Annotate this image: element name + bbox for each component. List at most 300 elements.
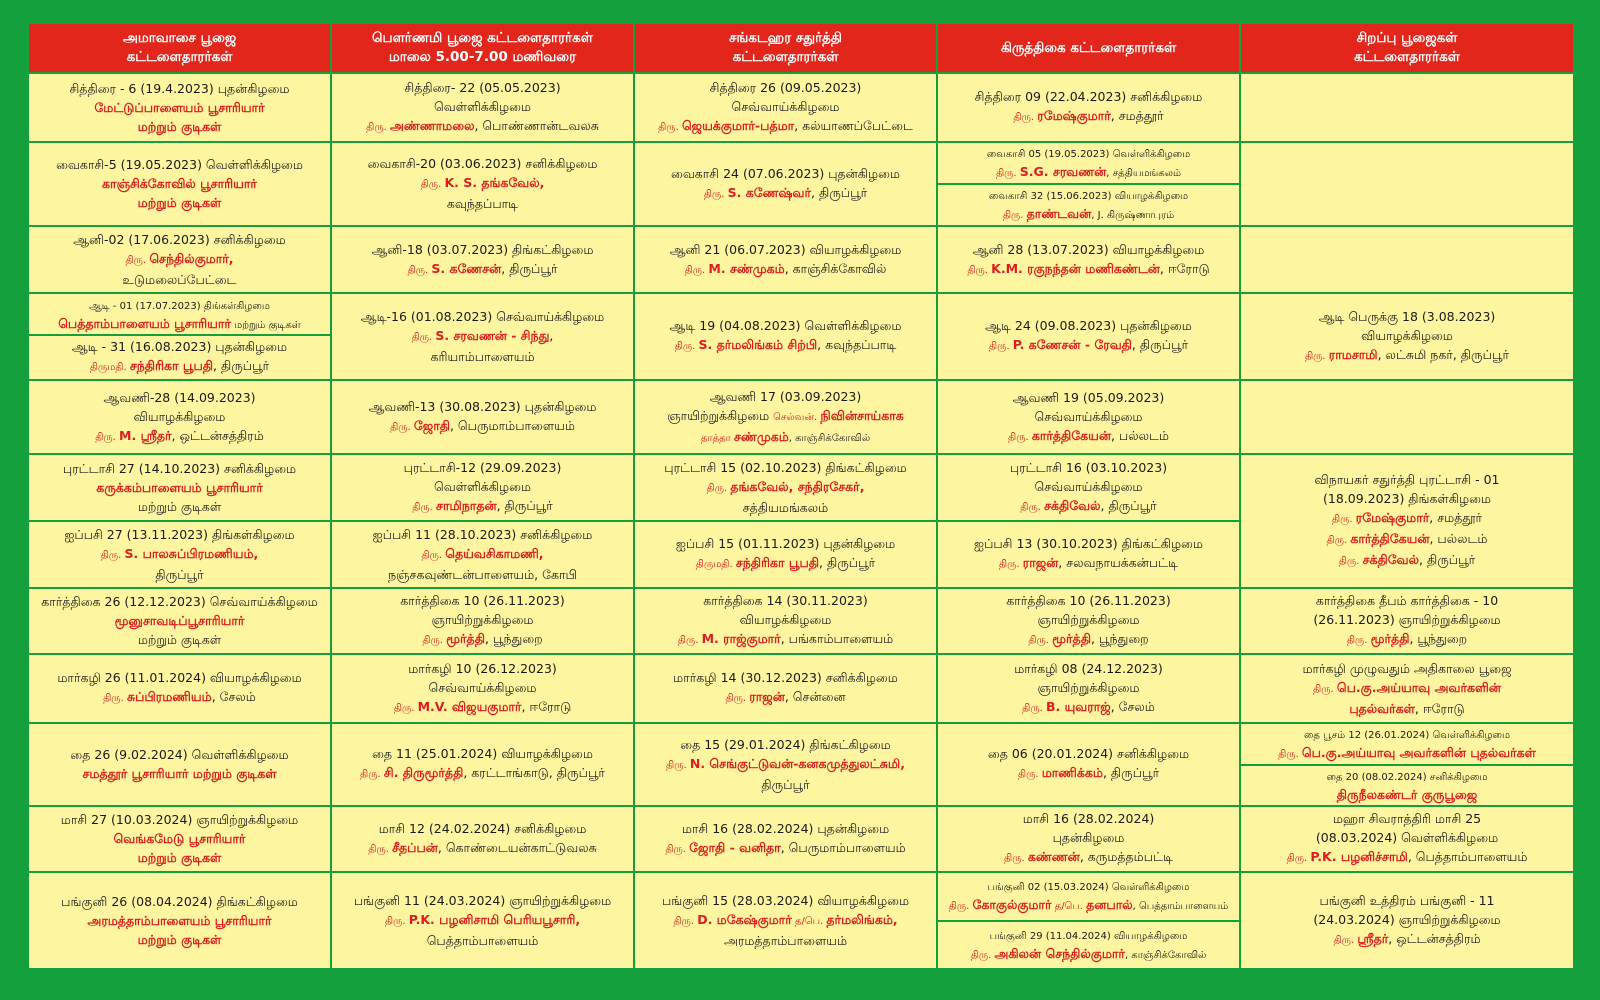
cell-text: , ஒட்டன்சத்திரம்	[1388, 931, 1481, 947]
cell-text: மஹா சிவராத்திரி மாசி 25	[1332, 811, 1482, 827]
cell-amavasai	[28, 293, 331, 380]
highlight-name: ராஜன்	[749, 689, 785, 705]
cell-text: கார்த்திகை 10 (26.11.2023)	[400, 593, 565, 609]
title-prefix: திரு.	[103, 693, 127, 705]
highlight-name: மேட்டுப்பாளையம் பூசாரியார்	[94, 99, 265, 115]
header-line: மாலை 5.00-7.00 மணிவரை	[388, 49, 577, 65]
highlight-name: கோகுல்குமார்	[972, 897, 1052, 913]
highlight-name: S. சரவணன் - சிந்து	[435, 327, 550, 343]
cell-text: , கரட்டாங்காடு, திருப்பூர்	[463, 765, 605, 781]
cell-text: சித்திரை 26 (09.05.2023)	[709, 79, 862, 95]
cell-line	[32, 249, 327, 270]
cell-line	[335, 697, 630, 718]
header-sankatahara	[634, 23, 937, 73]
cell-line	[638, 553, 933, 574]
table-row	[28, 293, 1574, 380]
cell-text: பங்குனி 26 (08.04.2024) திங்கட்கிழமை	[61, 894, 298, 910]
cell-text: ஐப்பசி 15 (01.11.2023) புதன்கிழமை	[675, 536, 896, 552]
highlight-name: B. யுவராஜ்	[1045, 698, 1111, 714]
cell-line	[32, 426, 327, 447]
cell-text: பங்குனி 11 (24.03.2024) ஞாயிற்றுக்கிழமை	[353, 893, 612, 909]
highlight-name: சி. திருமூர்த்தி	[383, 765, 464, 781]
title-prefix: திரு.	[393, 702, 418, 714]
cell-line	[335, 78, 630, 97]
cell-line	[941, 944, 1236, 965]
table-row	[28, 73, 1574, 142]
cell-special-pooja	[1240, 872, 1574, 969]
cell-text: பங்குனி உத்திரம் பங்குனி - 11	[1319, 893, 1495, 909]
cell-sankatahara	[634, 142, 937, 227]
cell-line	[335, 347, 630, 366]
highlight-name: மற்றும் குடிகள்	[137, 850, 222, 866]
cell-pournami	[331, 521, 634, 588]
cell-line	[1244, 307, 1570, 326]
table-row	[28, 588, 1574, 655]
cell-line	[941, 316, 1236, 335]
highlight-name: பெ.கு.அய்யாவு அவர்களின் புதல்வர்கள்	[1301, 744, 1536, 760]
cell-line	[32, 892, 327, 911]
split-row	[29, 294, 330, 335]
cell-text: ஐப்பசி 27 (13.11.2023) திங்கள்கிழமை	[64, 526, 295, 542]
title-prefix: திரு.	[1333, 935, 1358, 947]
title-prefix: திரு.	[1278, 748, 1302, 760]
cell-line	[1244, 724, 1570, 743]
title-prefix: திரு.	[384, 916, 409, 928]
cell-line	[941, 591, 1236, 610]
cell-line	[941, 847, 1236, 868]
highlight-name: சண்முகம்	[734, 428, 789, 444]
cell-line	[1244, 678, 1570, 699]
cell-line	[941, 553, 1236, 574]
cell-line	[32, 314, 327, 333]
highlight-name: அரமத்தாம்பாளையம் பூசாரியார்	[87, 913, 272, 929]
cell-line	[32, 270, 327, 289]
title-prefix: திரு.	[420, 179, 445, 191]
cell-special-pooja	[1240, 806, 1574, 873]
cell-text: திருப்பூர்	[761, 776, 810, 792]
cell-text: , பூந்துறை	[1409, 631, 1468, 647]
cell-line	[32, 810, 327, 829]
title-prefix: திரு.	[1004, 853, 1028, 865]
cell-text: வைகாசி 05 (19.05.2023) வெள்ளிக்கிழமை	[986, 148, 1191, 160]
cell-text: கார்த்திகை 26 (12.12.2023) செவ்வாய்க்கிழமை	[41, 594, 318, 610]
cell-text: , பூந்துறை	[1090, 631, 1149, 647]
cell-special-pooja	[1240, 454, 1574, 587]
cell-line	[32, 930, 327, 949]
cell-text: மார்கழி 10 (26.12.2023)	[408, 660, 557, 676]
cell-special-pooja	[1240, 654, 1574, 723]
split-part	[29, 294, 330, 335]
header-line: சங்கடஹர சதுர்த்தி	[729, 30, 842, 46]
cell-text: , ஈரோடு	[1159, 260, 1210, 276]
cell-text: மாசி 16 (28.02.2024)	[1022, 811, 1155, 827]
cell-amavasai	[28, 521, 331, 588]
cell-text: , திருப்பூர்	[819, 555, 876, 571]
cell-text: வியாழக்கிழமை	[739, 612, 832, 628]
cell-line	[32, 525, 327, 544]
cell-line	[638, 775, 933, 794]
title-prefix: திரு.	[1286, 853, 1311, 865]
cell-text: செவ்வாய்க்கிழமை	[731, 98, 840, 114]
highlight-name: புதல்வர்கள்	[1349, 700, 1415, 716]
cell-line	[335, 591, 630, 610]
cell-kiruthigai	[937, 806, 1240, 873]
highlight-name: செந்தில்குமார்,	[149, 251, 234, 267]
cell-text: , லட்சுமி நகர், திருப்பூர்	[1377, 346, 1510, 362]
highlight-name: நிவின்சாய்காக	[820, 407, 904, 423]
cell-pournami	[331, 654, 634, 723]
highlight-name: K. S. தங்கவேல்,	[444, 175, 545, 191]
cell-special-pooja	[1240, 723, 1574, 806]
split-row	[938, 143, 1239, 184]
cell-line	[1244, 891, 1570, 910]
header-special-pooja	[1240, 23, 1574, 73]
cell-line	[32, 829, 327, 848]
cell-text: கவுந்தப்பாடி	[446, 196, 519, 212]
cell-line	[941, 407, 1236, 426]
cell-text: ஆடி 24 (09.08.2023) புதன்கிழமை	[985, 318, 1192, 334]
title-prefix: திரு.	[1304, 350, 1329, 362]
cell-text: புரட்டாசி 27 (14.10.2023) சனிக்கிழமை	[62, 461, 297, 477]
title-prefix: திரு.	[677, 635, 702, 647]
cell-text: , சத்தியமங்கலம்	[1106, 167, 1182, 179]
title-prefix: திரு.	[967, 264, 992, 276]
cell-text: , காஞ்சிக்கோவில்	[784, 260, 887, 276]
cell-line	[638, 387, 933, 406]
cell-text: , பல்லடம்	[1110, 427, 1169, 443]
cell-text: ஆவணி 19 (05.09.2023)	[1012, 389, 1165, 405]
title-prefix: திரு.	[360, 769, 384, 781]
title-prefix: திரு.	[412, 502, 437, 514]
highlight-name: P.K. பழனிச்சாமி	[1310, 849, 1408, 865]
cell-pournami	[331, 588, 634, 655]
title-prefix: திரு.	[1326, 535, 1351, 547]
cell-kiruthigai	[937, 293, 1240, 380]
cell-line	[1244, 508, 1570, 529]
cell-line	[335, 544, 630, 565]
cell-line	[335, 891, 630, 910]
split-part	[1241, 724, 1573, 765]
highlight-name: சீதப்பன்	[392, 839, 438, 855]
cell-text: கரியாம்பாளையம்	[430, 348, 535, 364]
cell-line	[335, 678, 630, 697]
cell-line	[941, 106, 1236, 127]
cell-line	[32, 592, 327, 611]
cell-special-pooja	[1240, 293, 1574, 380]
title-prefix: திரு.	[1346, 635, 1371, 647]
cell-text: , கருமத்தம்பட்டி	[1079, 849, 1173, 865]
highlight-name: மற்றும் குடிகள்	[137, 195, 222, 211]
cell-text: , திருப்பூர்	[1131, 337, 1189, 353]
table-row	[28, 806, 1574, 873]
cell-text: வெள்ளிக்கிழமை	[434, 98, 531, 114]
cell-line	[941, 496, 1236, 517]
highlight-name: சக்திவேல்	[1362, 552, 1419, 568]
cell-line	[1244, 699, 1570, 718]
cell-line	[638, 335, 933, 356]
highlight-name: M. சண்முகம்	[708, 260, 785, 276]
cell-line	[335, 910, 630, 931]
highlight-name: S. பாலசுப்பிரமணியம்,	[124, 545, 259, 561]
cell-amavasai	[28, 654, 331, 723]
header-amavasai	[28, 23, 331, 73]
title-prefix: திரு.	[125, 255, 150, 267]
cell-line	[638, 477, 933, 498]
title-prefix: திரு.	[390, 422, 414, 434]
highlight-name: திருநீலகண்டர் குருபூஜை	[1336, 787, 1478, 803]
cell-text: ஆடி - 31 (16.08.2023) புதன்கிழமை	[71, 339, 288, 355]
cell-amavasai	[28, 806, 331, 873]
cell-text: , சேலம்	[1110, 698, 1155, 714]
header-line: கிருத்திகை கட்டளைதாரர்கள்	[1000, 39, 1177, 56]
highlight-name: சமத்தூர் பூசாரியார் மற்றும் குடிகள்	[82, 766, 277, 782]
cell-line	[638, 838, 933, 859]
table-row	[28, 723, 1574, 806]
highlight-name: பெத்தாம்பாளையம் பூசாரியார்	[58, 316, 231, 332]
cell-amavasai	[28, 723, 331, 806]
header-kiruthigai	[937, 23, 1240, 73]
highlight-name: தெய்வசிகாமணி,	[445, 545, 544, 561]
cell-text: மற்றும் குடிகள்	[137, 499, 222, 515]
highlight-name: தர்மலிங்கம்,	[826, 912, 898, 928]
cell-line	[335, 565, 630, 584]
cell-line	[335, 458, 630, 477]
cell-text: ஞாயிற்றுக்கிழமை	[1037, 679, 1140, 695]
split-cell	[938, 143, 1239, 226]
cell-text: , சென்னை	[784, 689, 846, 705]
cell-kiruthigai	[937, 142, 1240, 227]
cell-text: உடுமலைப்பேட்டை	[122, 272, 237, 288]
title-prefix: திரு.	[998, 559, 1023, 571]
title-prefix: திரு.	[684, 264, 709, 276]
title-prefix: செல்வன்.	[773, 411, 821, 423]
cell-text: நஞ்சகவுண்டன்பாளையம், கோபி	[388, 566, 577, 582]
cell-line	[638, 240, 933, 259]
highlight-name: கார்த்திகேயன்	[1350, 531, 1430, 547]
cell-line	[335, 307, 630, 326]
cell-text: , திருப்பூர்	[1100, 498, 1157, 514]
highlight-name: ரமேஷ்குமார்	[1355, 510, 1430, 526]
cell-line	[1244, 345, 1570, 366]
cell-line	[638, 668, 933, 687]
cell-line	[638, 183, 933, 204]
title-prefix: திரு.	[1017, 769, 1042, 781]
cell-sankatahara	[634, 380, 937, 455]
cell-text: , சலவநாயக்கன்பட்டி	[1058, 555, 1179, 571]
title-prefix: திரு.	[674, 341, 699, 353]
cell-line	[32, 356, 327, 377]
title-prefix: திரு.	[1313, 683, 1337, 695]
highlight-name: சாமிநாதன்	[436, 498, 497, 514]
cell-text: , J. கிருஷ்ணாபுரம்	[1091, 210, 1175, 222]
cell-pournami	[331, 806, 634, 873]
cell-pournami	[331, 454, 634, 521]
highlight-name: ஜோதி - வனிதா	[689, 839, 781, 855]
split-cell	[938, 873, 1239, 968]
cell-text: மார்கழி 08 (24.12.2023)	[1014, 660, 1163, 676]
cell-text: ஆவணி-28 (14.09.2023)	[103, 389, 256, 405]
cell-line	[638, 458, 933, 477]
cell-line	[32, 295, 327, 314]
cell-amavasai	[28, 226, 331, 293]
header-line: கட்டளைதாரர்கள்	[126, 49, 233, 65]
cell-line	[1244, 743, 1570, 764]
cell-line	[941, 259, 1236, 280]
cell-line	[941, 763, 1236, 784]
cell-line	[32, 155, 327, 174]
highlight-name: மாணிக்கம்	[1041, 765, 1103, 781]
cell-line	[1244, 610, 1570, 629]
cell-line	[941, 426, 1236, 447]
title-prefix: திரு.	[666, 759, 690, 771]
split-row	[938, 184, 1239, 225]
cell-line	[941, 534, 1236, 553]
title-prefix: திருமதி.	[89, 362, 130, 374]
cell-line	[1244, 809, 1570, 828]
highlight-name: சக்திவேல்	[1044, 498, 1101, 514]
cell-line	[335, 397, 630, 416]
cell-text: வைகாசி-20 (03.06.2023) சனிக்கிழமை	[367, 156, 598, 172]
cell-text: , காஞ்சிக்கோவில்	[788, 432, 871, 444]
cell-line	[32, 193, 327, 212]
cell-kiruthigai	[937, 723, 1240, 806]
highlight-name: மூர்த்தி	[1370, 631, 1410, 647]
cell-line	[32, 745, 327, 764]
cell-text: , ஈரோடு	[521, 698, 572, 714]
cell-line	[638, 687, 933, 708]
schedule-sheet	[27, 22, 1573, 970]
cell-line	[1244, 470, 1570, 489]
highlight-name: தாண்டவன்	[1026, 206, 1092, 222]
title-prefix: திரு.	[1002, 210, 1027, 222]
cell-sankatahara	[634, 588, 937, 655]
highlight-name: அகிலன் செந்தில்குமார்	[994, 945, 1125, 961]
cell-kiruthigai	[937, 226, 1240, 293]
cell-sankatahara	[634, 806, 937, 873]
cell-line	[638, 164, 933, 183]
cell-text: ஐப்பசி 13 (30.10.2023) திங்கட்கிழமை	[974, 536, 1203, 552]
cell-line	[32, 611, 327, 630]
cell-line	[32, 117, 327, 136]
highlight-name: S.G. சரவணன்	[1019, 163, 1107, 179]
cell-text: , திருப்பூர்	[1102, 765, 1160, 781]
cell-text: மற்றும் குடிகள்	[137, 632, 222, 648]
pooja-schedule-table	[27, 22, 1575, 970]
split-row	[1241, 724, 1573, 765]
cell-text: , ஒட்டன்சத்திரம்	[171, 427, 264, 443]
cell-text: , திருப்பூர்	[213, 358, 270, 374]
cell-line	[335, 525, 630, 544]
cell-text: (26.11.2023) ஞாயிற்றுக்கிழமை	[1313, 612, 1501, 628]
cell-text: , கல்யாணப்பேட்டை	[794, 117, 913, 133]
cell-line	[335, 416, 630, 437]
header-line: பௌர்ணமி பூஜை கட்டளைதாரர்கள்	[372, 30, 593, 46]
split-part	[938, 143, 1239, 184]
cell-line	[1244, 785, 1570, 804]
cell-line	[32, 565, 327, 584]
cell-line	[32, 388, 327, 407]
highlight-name: பெ.கு.அய்யாவு அவர்களின்	[1336, 679, 1501, 695]
cell-special-pooja	[1240, 380, 1574, 455]
title-prefix: தாத்தா	[700, 432, 735, 444]
schedule-body	[28, 73, 1574, 969]
cell-line	[1244, 591, 1570, 610]
cell-pournami	[331, 73, 634, 142]
cell-amavasai	[28, 872, 331, 969]
cell-text: கார்த்திகை தீபம் கார்த்திகை - 10	[1315, 593, 1499, 609]
cell-text: தை 15 (29.01.2024) திங்கட்கிழமை	[680, 736, 891, 752]
split-row	[938, 921, 1239, 968]
cell-text: ஞாயிற்றுக்கிழமை	[1037, 612, 1140, 628]
header-row	[28, 23, 1574, 73]
title-prefix: திரு.	[658, 121, 682, 133]
cell-line	[638, 629, 933, 650]
cell-text: பங்குனி 02 (15.03.2024) வெள்ளிக்கிழமை	[987, 882, 1190, 894]
cell-line	[638, 406, 933, 427]
cell-line	[1244, 629, 1570, 650]
cell-kiruthigai	[937, 380, 1240, 455]
title-prefix: திரு.	[970, 949, 995, 961]
title-prefix: திரு.	[366, 121, 390, 133]
highlight-name: மூர்த்தி	[446, 631, 485, 647]
cell-text: வைகாசி-5 (19.05.2023) வெள்ளிக்கிழமை	[56, 157, 303, 173]
cell-line	[335, 744, 630, 763]
title-prefix: திரு.	[988, 341, 1013, 353]
cell-text: , திருப்பூர்	[501, 260, 558, 276]
highlight-name: S. கணேஷ்வர்	[727, 184, 811, 200]
cell-line	[1244, 550, 1570, 571]
table-row	[28, 380, 1574, 455]
highlight-name: கார்த்திகேயன்	[1031, 427, 1111, 443]
cell-text: , பொண்ணான்டவலசு	[474, 117, 599, 133]
cell-sankatahara	[634, 872, 937, 969]
highlight-name: K.M. ரகுநந்தன் மணிகண்டன்	[991, 260, 1160, 276]
cell-text: ஆவணி-13 (30.08.2023) புதன்கிழமை	[368, 399, 597, 415]
cell-text: வெள்ளிக்கிழமை	[434, 479, 531, 495]
cell-text: பெத்தாம்பாளையம்	[426, 933, 539, 949]
cell-text: , கொண்டையன்காட்டுவலசு	[437, 839, 597, 855]
cell-line	[32, 98, 327, 117]
cell-line	[941, 87, 1236, 106]
title-prefix: திரு.	[948, 901, 973, 913]
highlight-name: சந்திரிகா பூபதி	[129, 358, 214, 374]
cell-line	[941, 895, 1236, 916]
split-part	[938, 873, 1239, 920]
cell-text: , பெத்தாம்பாளையம்	[1407, 849, 1528, 865]
cell-text: மாசி 27 (10.03.2024) ஞாயிற்றுக்கிழமை	[60, 812, 299, 828]
cell-line	[1244, 326, 1570, 345]
cell-text: ஆனி 28 (13.07.2023) வியாழக்கிழமை	[972, 241, 1205, 257]
cell-sankatahara	[634, 521, 937, 588]
title-prefix: திரு.	[411, 331, 436, 343]
highlight-name: அண்ணாமலை	[389, 117, 475, 133]
table-row	[28, 226, 1574, 293]
cell-line	[1244, 929, 1570, 950]
title-prefix: திரு.	[673, 916, 698, 928]
cell-text: வியாழக்கிழமை	[1361, 327, 1453, 343]
cell-amavasai	[28, 454, 331, 521]
highlight-name: D. மகேஷ்குமார்	[697, 912, 792, 928]
title-prefix: திரு.	[1013, 112, 1038, 124]
cell-text: தை 06 (20.01.2024) சனிக்கிழமை	[987, 746, 1190, 762]
cell-line	[335, 116, 630, 137]
cell-text: , சமத்தூர்	[1429, 510, 1483, 526]
cell-text: மார்கழி 26 (11.01.2024) வியாழக்கிழமை	[57, 670, 302, 686]
cell-text: மாசி 16 (28.02.2024) புதன்கிழமை	[681, 820, 890, 836]
title-prefix: திரு.	[1338, 556, 1363, 568]
title-prefix: திரு.	[706, 483, 731, 495]
cell-kiruthigai	[937, 521, 1240, 588]
